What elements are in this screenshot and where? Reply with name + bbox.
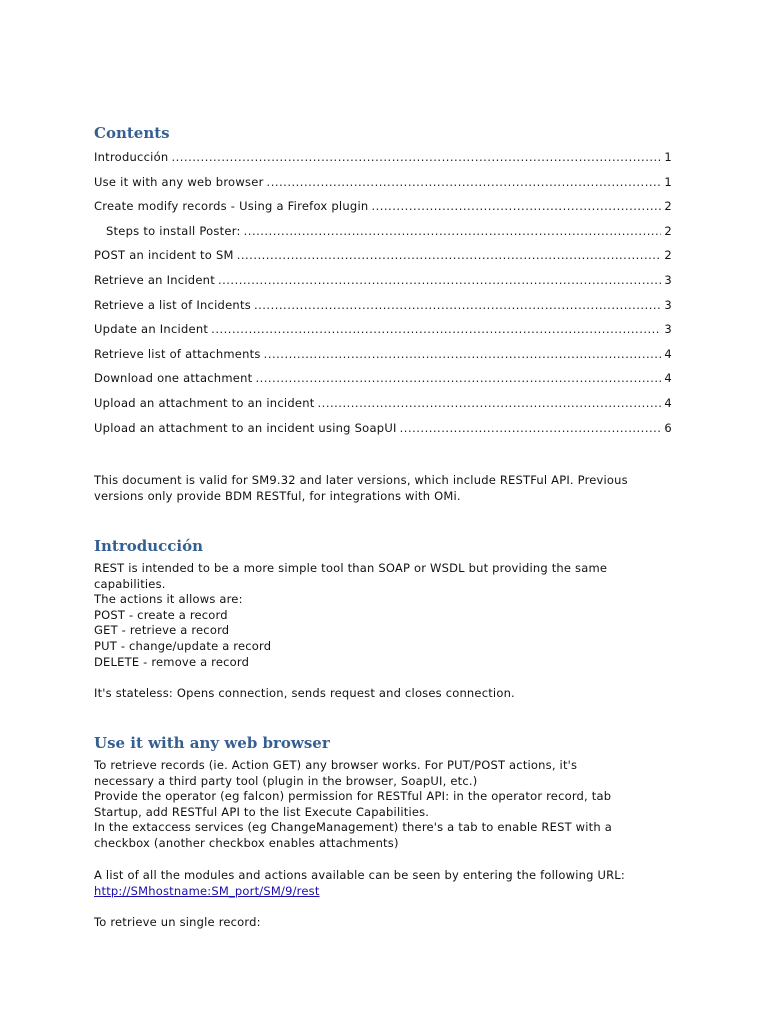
body-line: DELETE - remove a record [94, 654, 250, 669]
toc-entry-page: 6 [664, 420, 672, 435]
toc-entry-page: 2 [664, 199, 672, 214]
toc-entry-label: Introducción [94, 150, 169, 164]
browser-heading: Use it with any web browser [94, 734, 330, 752]
toc-entry[interactable] [94, 366, 672, 391]
toc-entry[interactable] [94, 416, 672, 441]
toc-entry-page: 1 [664, 150, 672, 164]
toc-leader-dots [371, 194, 661, 219]
toc-entry[interactable] [94, 391, 672, 416]
body-line: The actions it allows are: [94, 592, 243, 607]
toc-entry-page: 4 [664, 346, 672, 361]
version-note-line: versions only provide BDM RESTful, for integrations with OMi. [94, 488, 461, 503]
body-line: GET - retrieve a record [94, 623, 230, 638]
rest-url-link[interactable]: http://SMhostname:SM_port/SM/9/rest [94, 883, 320, 898]
toc-entry-page: 4 [664, 395, 672, 410]
stateless-note [94, 686, 672, 702]
toc-leader-dots [171, 145, 661, 170]
toc-entry-page: 4 [664, 371, 672, 386]
toc-entry-label: Create modify records - Using a Firefox plugin [94, 199, 369, 214]
single-record-note [94, 915, 672, 931]
body-line: Provide the operator (eg falcon) permission for RESTful API: in the operator record, tab [94, 789, 612, 804]
toc-leader-dots [218, 268, 661, 293]
toc-leader-dots [255, 366, 661, 391]
toc-entry-label: Steps to install Poster: [106, 223, 241, 238]
toc-entry-label: Retrieve list of attachments [94, 346, 261, 361]
toc-entry[interactable] [94, 219, 672, 244]
toc-leader-dots [264, 342, 662, 367]
body-line: REST is intended to be a more simple tool than SOAP or WSDL but providing the same [94, 561, 608, 575]
toc-entry[interactable] [94, 293, 672, 318]
introduccion-body [94, 561, 672, 670]
version-note [94, 473, 672, 504]
toc-leader-dots [244, 219, 662, 244]
body-line: POST - create a record [94, 607, 228, 622]
toc-entry[interactable] [94, 243, 672, 268]
body-line: In the extaccess services (eg ChangeManagement) there's a tab to enable REST with a [94, 820, 612, 835]
toc-entry-label: POST an incident to SM [94, 248, 234, 263]
toc-leader-dots [400, 416, 662, 441]
toc-entry-label: Retrieve a list of Incidents [94, 297, 251, 312]
version-note-line: This document is valid for SM9.32 and later versions, which include RESTFul API. Previous [94, 473, 628, 487]
toc-entry[interactable] [94, 268, 672, 293]
toc-entry-label: Update an Incident [94, 322, 209, 337]
toc-entry[interactable] [94, 145, 672, 170]
toc-entry-page: 2 [664, 223, 672, 238]
toc-entry-label: Retrieve an Incident [94, 272, 215, 287]
body-line: capabilities. [94, 576, 166, 591]
toc-leader-dots [267, 170, 662, 195]
url-paragraph [94, 868, 672, 899]
toc-entry-page: 3 [664, 322, 672, 337]
toc-entry[interactable] [94, 194, 672, 219]
toc-entry-label: Upload an attachment to an incident using SoapUI [94, 420, 397, 435]
browser-body [94, 758, 672, 852]
body-line: It's stateless: Opens connection, sends request and closes connection. [94, 686, 515, 700]
toc-leader-dots [254, 293, 661, 318]
toc-entry-page: 3 [664, 297, 672, 312]
toc-entry[interactable] [94, 342, 672, 367]
body-line: To retrieve un single record: [94, 915, 261, 929]
toc-leader-dots [211, 317, 661, 342]
introduccion-heading: Introducción [94, 537, 204, 555]
table-of-contents [94, 145, 672, 440]
toc-leader-dots [237, 243, 662, 268]
body-line: To retrieve records (ie. Action GET) any browser works. For PUT/POST actions, it's [94, 758, 578, 772]
toc-leader-dots [318, 391, 662, 416]
body-line: A list of all the modules and actions available can be seen by entering the following URL: [94, 868, 625, 882]
toc-entry-page: 2 [664, 248, 672, 263]
body-line: Startup, add RESTful API to the list Execute Capabilities. [94, 804, 430, 819]
body-line: checkbox (another checkbox enables attachments) [94, 835, 399, 850]
toc-entry-page: 3 [664, 272, 672, 287]
toc-entry-label: Upload an attachment to an incident [94, 395, 315, 410]
body-line: PUT - change/update a record [94, 638, 272, 653]
body-line: necessary a third party tool (plugin in the browser, SoapUI, etc.) [94, 773, 478, 788]
toc-entry-label: Download one attachment [94, 371, 253, 386]
toc-entry-page: 1 [664, 174, 672, 189]
toc-entry[interactable] [94, 170, 672, 195]
contents-heading: Contents [94, 124, 170, 142]
toc-entry-label: Use it with any web browser [94, 174, 264, 189]
toc-entry[interactable] [94, 317, 672, 342]
